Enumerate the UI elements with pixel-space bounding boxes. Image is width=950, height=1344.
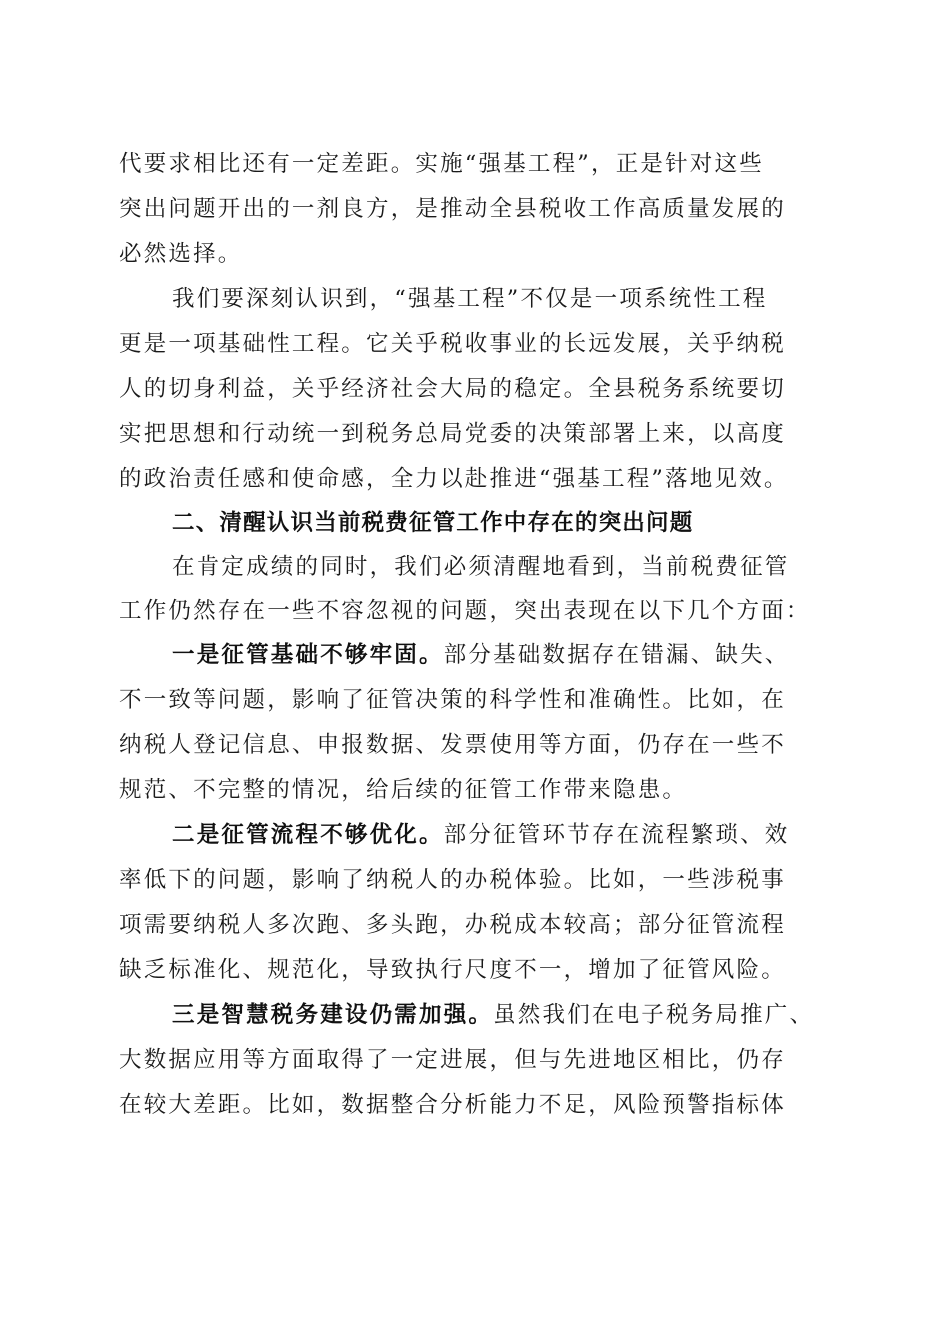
paragraph-line: 规范、不完整的情况，给后续的征管工作带来隐患。 xyxy=(119,777,688,803)
paragraph-lead: 二是征管流程不够优化。 xyxy=(172,822,444,848)
paragraph-text: 虽然我们在电子税务局推广、 xyxy=(493,1002,815,1028)
paragraph-line: 不一致等问题，影响了征管决策的科学性和准确性。比如，在 xyxy=(119,687,786,713)
paragraph-line: 工作仍然存在一些不容忽视的问题，突出表现在以下几个方面： xyxy=(119,598,811,624)
paragraph-line: 项需要纳税人多次跑、多头跑，办税成本较高；部分征管流程 xyxy=(119,912,786,938)
paragraph-line: 的政治责任感和使命感，全力以赴推进“强基工程”落地见效。 xyxy=(119,466,789,492)
paragraph-line: 实把思想和行动统一到税务总局党委的决策部署上来，以高度 xyxy=(119,421,786,447)
paragraph-line: 人的切身利益，关乎经济社会大局的稳定。全县税务系统要切 xyxy=(119,376,786,402)
paragraph-line: 突出问题开出的一剂良方，是推动全县税收工作高质量发展的 xyxy=(119,196,786,222)
paragraph-line: 在肯定成绩的同时，我们必须清醒地看到，当前税费征管 xyxy=(172,554,790,580)
paragraph-line: 率低下的问题，影响了纳税人的办税体验。比如，一些涉税事 xyxy=(119,867,786,893)
paragraph-lead: 一是征管基础不够牢固。 xyxy=(172,642,444,668)
paragraph-line: 在较大差距。比如，数据整合分析能力不足，风险预警指标体 xyxy=(119,1092,786,1118)
paragraph-lead: 三是智慧税务建设仍需加强。 xyxy=(172,1002,494,1028)
paragraph-line xyxy=(172,818,790,852)
paragraph-line xyxy=(172,998,814,1032)
paragraph-line: 纳税人登记信息、申报数据、发票使用等方面，仍存在一些不 xyxy=(119,732,786,758)
paragraph-line xyxy=(172,638,790,672)
section-heading: 二、清醒认识当前税费征管工作中存在的突出问题 xyxy=(172,510,694,536)
paragraph-line: 缺乏标准化、规范化，导致执行尺度不一，增加了征管风险。 xyxy=(119,957,786,983)
paragraph-line: 更是一项基础性工程。它关乎税收事业的长远发展，关乎纳税 xyxy=(119,331,786,357)
paragraph-line: 大数据应用等方面取得了一定进展，但与先进地区相比，仍存 xyxy=(119,1047,786,1073)
paragraph-line: 必然选择。 xyxy=(119,241,243,267)
paragraph-text: 部分征管环节存在流程繁琐、效 xyxy=(443,822,790,848)
paragraph-line: 代要求相比还有一定差距。实施“强基工程”，正是针对这些 xyxy=(119,151,764,177)
paragraph-line: 我们要深刻认识到，“强基工程”不仅是一项系统性工程 xyxy=(172,286,768,312)
paragraph-text: 部分基础数据存在错漏、缺失、 xyxy=(443,642,790,668)
